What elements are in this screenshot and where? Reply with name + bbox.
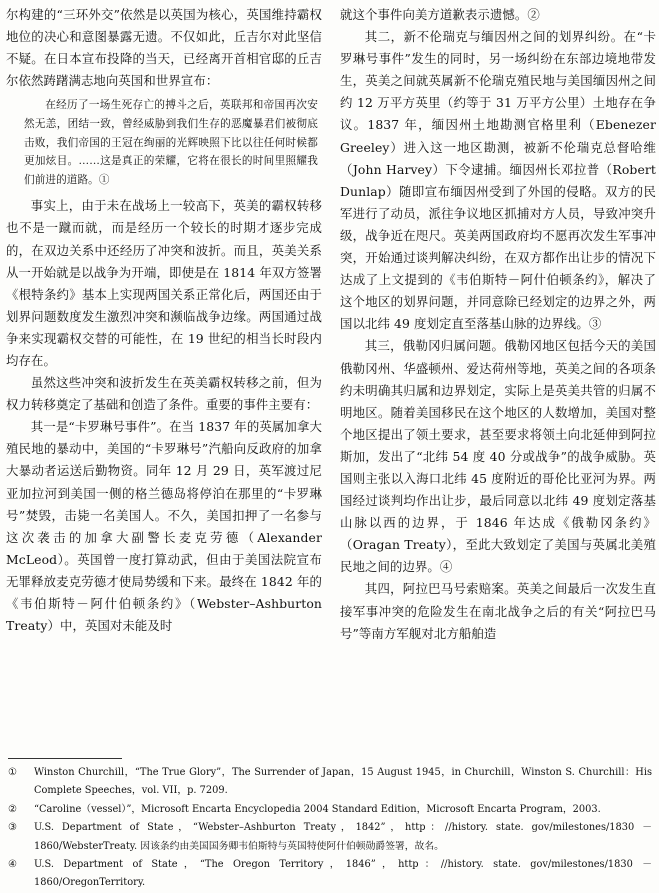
paragraph: 其一是“卡罗琳号事件”。在当 1837 年的英属加拿大殖民地的暴动中，美国的“卡罗琳号”汽船向反政府的加拿大暴动者运送后勤物资。同年 12 月 29 日，英军渡过尼亚加拉河到美国一侧的格兰德岛将停泊在那里的“卡罗琳号”焚毁，击毙一名美国人。不久，美国扣押了一名参与这次袭击的加拿大副警长麦克劳德（Alexander McLeod）。英国曾一度打算动武，但由于美国法院宣布无罪释放麦克劳德才使局势缓和下来。最终在 1842 年的《韦伯斯特－阿什伯顿条约》（Webster–Ashburton Treaty）中，英国对未能及时	[6, 419, 322, 634]
paragraph: 其四，阿拉巴马号索赔案。英美之间最后一次发生直接军事冲突的危险发生在南北战争之后的有关“阿拉巴马号”等南方军舰对北方船舶造	[340, 581, 656, 641]
block-quote	[24, 96, 318, 189]
right-column	[340, 4, 656, 645]
footnote-text: U.S. Department of State，“Webster–Ashburton Treaty，1842”，http：//history. state. gov/milestones/1830 － 1860/WebsterTreaty. 因该条约由美国国务卿韦伯斯特与英国特使阿什伯顿勋爵签署，故名。	[34, 822, 652, 852]
paragraph: 其三，俄勒冈归属问题。俄勒冈地区包括今天的美国俄勒冈州、华盛顿州、爱达荷州等地，英美之间的各项条约未明确其归属和边界划定，实际上是英美共管的归属不明地区。随着美国移民在这个地区的人数增加，美国对整个地区提出了领土要求，甚至要求将领土向北延伸到阿拉斯加，发出了“北纬 54 度 40 分或战争”的战争威胁。英国则主张以入海口北纬 45 度附近的哥伦比亚河为界。两国经过谈判均作出让步，最后同意以北纬 49 度划定落基山脉以西的边界，于 1846 年达成《俄勒冈条约》（Oragan Treaty），至此大致划定了美国与英属北美殖民地之间的边界。④	[340, 338, 656, 575]
footnote-number: ③	[8, 822, 17, 834]
footnote-divider	[8, 758, 122, 759]
footnote	[8, 819, 652, 856]
paragraph: 其二，新不伦瑞克与缅因州之间的划界纠纷。在“卡罗琳号事件”发生的同时，另一场纠纷在东部边境地带发生，英美之间就英属新不伦瑞克殖民地与美国缅因州之间约 12 万平方英里（约等于 31 万平方公里）土地存在争议。1837 年，缅因州土地勘测官格里利（Ebenezer Greeley）进入这一地区勘测，被新不伦瑞克总督哈维（John Harvey）下令逮捕。缅因州长邓拉普（Robert Dunlap）随即宣布缅因州受到了外国的侵略。双方的民军进行了动员，派往争议地区抓捕对方人员，导致冲突升级，战争近在咫尺。英美两国政府均不愿再次发生军事冲突，开始通过谈判解决纠纷，在双方都作出让步的情况下达成了上文提到的《韦伯斯特－阿什伯顿条约》，解决了这个地区的划界问题，并同意除已经划定的边界之外，两国以北纬 49 度划定直至落基山脉的边界线。③	[340, 29, 656, 332]
footnote	[8, 856, 652, 893]
footnote-number: ①	[8, 767, 17, 778]
footnotes	[8, 764, 652, 893]
paragraph: 就这个事件向美方道歉表示遗憾。②	[340, 7, 540, 22]
footnote	[8, 764, 652, 801]
paragraph: 虽然这些冲突和波折发生在英美霸权转移之前，但为权力转移奠定了基础和创造了条件。重要的事件主要有：	[6, 375, 322, 413]
paragraph: 尔构建的“三环外交”依然是以英国为核心，英国维持霸权地位的决心和意图暴露无遗。不仅如此，丘吉尔对此坚信不疑。在日本宣布投降的当天，已经离开首相官邸的丘吉尔依然踌躇满志地向英国和世界宣布：	[6, 7, 322, 89]
footnote-text: “Caroline（vessel）”，Microsoft Encarta Encyclopedia 2004 Standard Edition，Microsoft Encarta Program，2003.	[34, 803, 601, 815]
paragraph: 事实上，由于未在战场上一较高下，英美的霸权转移也不是一蹴而就，而是经历一个较长的时期才逐步完成的，在双边关系中还经历了冲突和波折。而且，英美关系从一开始就是以战争为开端，即使是在 1814 年双方签署《根特条约》基本上实现两国关系正常化后，两国还由于划界问题数度发生激烈冲突和濒临战争边缘。两国通过战争来实现霸权交替的可能性，在 19 世纪的相当长时段内均存在。	[6, 198, 322, 368]
footnote-number: ②	[8, 803, 17, 815]
footnote-number: ④	[8, 859, 17, 871]
footnote-text: Winston Churchill，“The True Glory”，The Surrender of Japan，15 August 1945，in Churchill，Winston S. Churchill：His Complete Speeches，vol. VII，p. 7209.	[34, 767, 652, 797]
left-column	[6, 4, 322, 637]
footnote	[8, 801, 652, 819]
block-quote-text: 在经历了一场生死存亡的搏斗之后，英联邦和帝国再次安然无恙，团结一致，曾经威胁到我们生存的恶魔暴君们被彻底击败，我们帝国的王冠在绚丽的光辉映照下比以往任何时候都更加炫目。……这是真正的荣耀，它将在很长的时间里照耀我们前进的道路。①	[24, 99, 318, 186]
footnote-text: U.S. Department of State，“The Oregon Territory，1846”，http：//history. state. gov/milestones/1830 － 1860/OregonTerritory.	[34, 859, 652, 889]
